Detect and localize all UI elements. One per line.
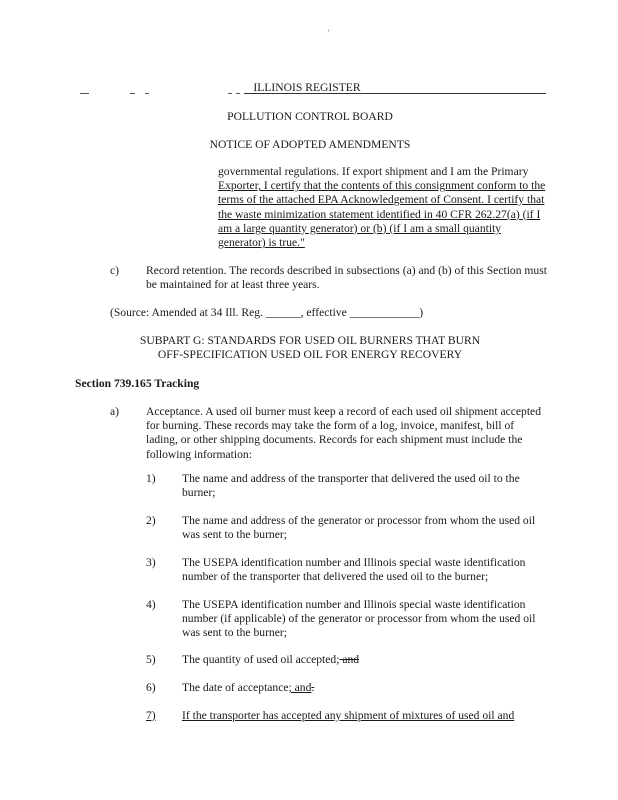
continued-underlined: Exporter, I certify that the contents of this consignment conform to the terms of the attached EPA Acknowledgement of Consent. I certify that the waste minimization statement identified in 40 CFR 262.27(a) (if I am a large quantity generator) or (b) (if I am a small quantity generator) is true." [218, 179, 546, 250]
added-text: ; and [288, 681, 312, 694]
section-heading: Section 739.165 Tracking [75, 377, 200, 390]
subpart-line-2: OFF-SPECIFICATION USED OIL FOR ENERGY RECOVERY [157, 348, 463, 361]
deleted-text: and [339, 653, 360, 666]
item-text: The name and address of the transporter that delivered the used oil to the burner; [182, 472, 520, 500]
item-number: 1) [146, 472, 156, 485]
item-text: The name and address of the generator or processor from whom the used oil was sent to the burner; [182, 514, 536, 542]
board-title: POLLUTION CONTROL BOARD [227, 110, 393, 123]
continued-plain: governmental regulations. If export shipment and I am the Primary [218, 165, 529, 178]
item-text [182, 681, 548, 695]
scan-mark: ' [328, 28, 330, 38]
source-note: (Source: Amended at 34 Ill. Reg. ______, effective ____________) [110, 306, 424, 319]
item-number: 5) [146, 653, 156, 666]
item-number: 3) [146, 556, 156, 569]
subpart-line-1: SUBPART G: STANDARDS FOR USED OIL BURNERS THAT BURN [139, 334, 481, 347]
deleted-text: . [311, 681, 315, 694]
notice-title: NOTICE OF ADOPTED AMENDMENTS [209, 138, 411, 151]
para-a-label: a) [110, 405, 120, 418]
item-text-main: The date of acceptance [182, 681, 289, 694]
item-number: 7) [146, 709, 156, 722]
item-text-main: The quantity of used oil accepted; [182, 653, 340, 666]
item-text: The USEPA identification number and Illinois special waste identification number of the transporter that delivered the used oil to the burner; [182, 556, 526, 584]
para-a-text: Acceptance. A used oil burner must keep a record of each used oil shipment accepted for burning. These records may take the form of a log, invoice, manifest, bill of lading, or other shipping documents. Records for each shipment must include the following information: [146, 405, 542, 461]
para-c-label: c) [110, 264, 120, 277]
item-text: The USEPA identification number and Illinois special waste identification number (if applicable) of the generator or processor from whom the used oil was sent to the burner; [182, 598, 536, 640]
para-c-text: Record retention. The records described in subsections (a) and (b) of this Section must be maintained for at least three years. [146, 264, 547, 292]
register-title: ILLINOIS REGISTER [253, 81, 361, 94]
item-number: 6) [146, 681, 156, 694]
item-text [182, 653, 548, 667]
item-number: 2) [146, 514, 156, 527]
item-number: 4) [146, 598, 156, 611]
continued-paragraph [218, 165, 550, 250]
item-text: If the transporter has accepted any shipment of mixtures of used oil and [182, 709, 515, 722]
